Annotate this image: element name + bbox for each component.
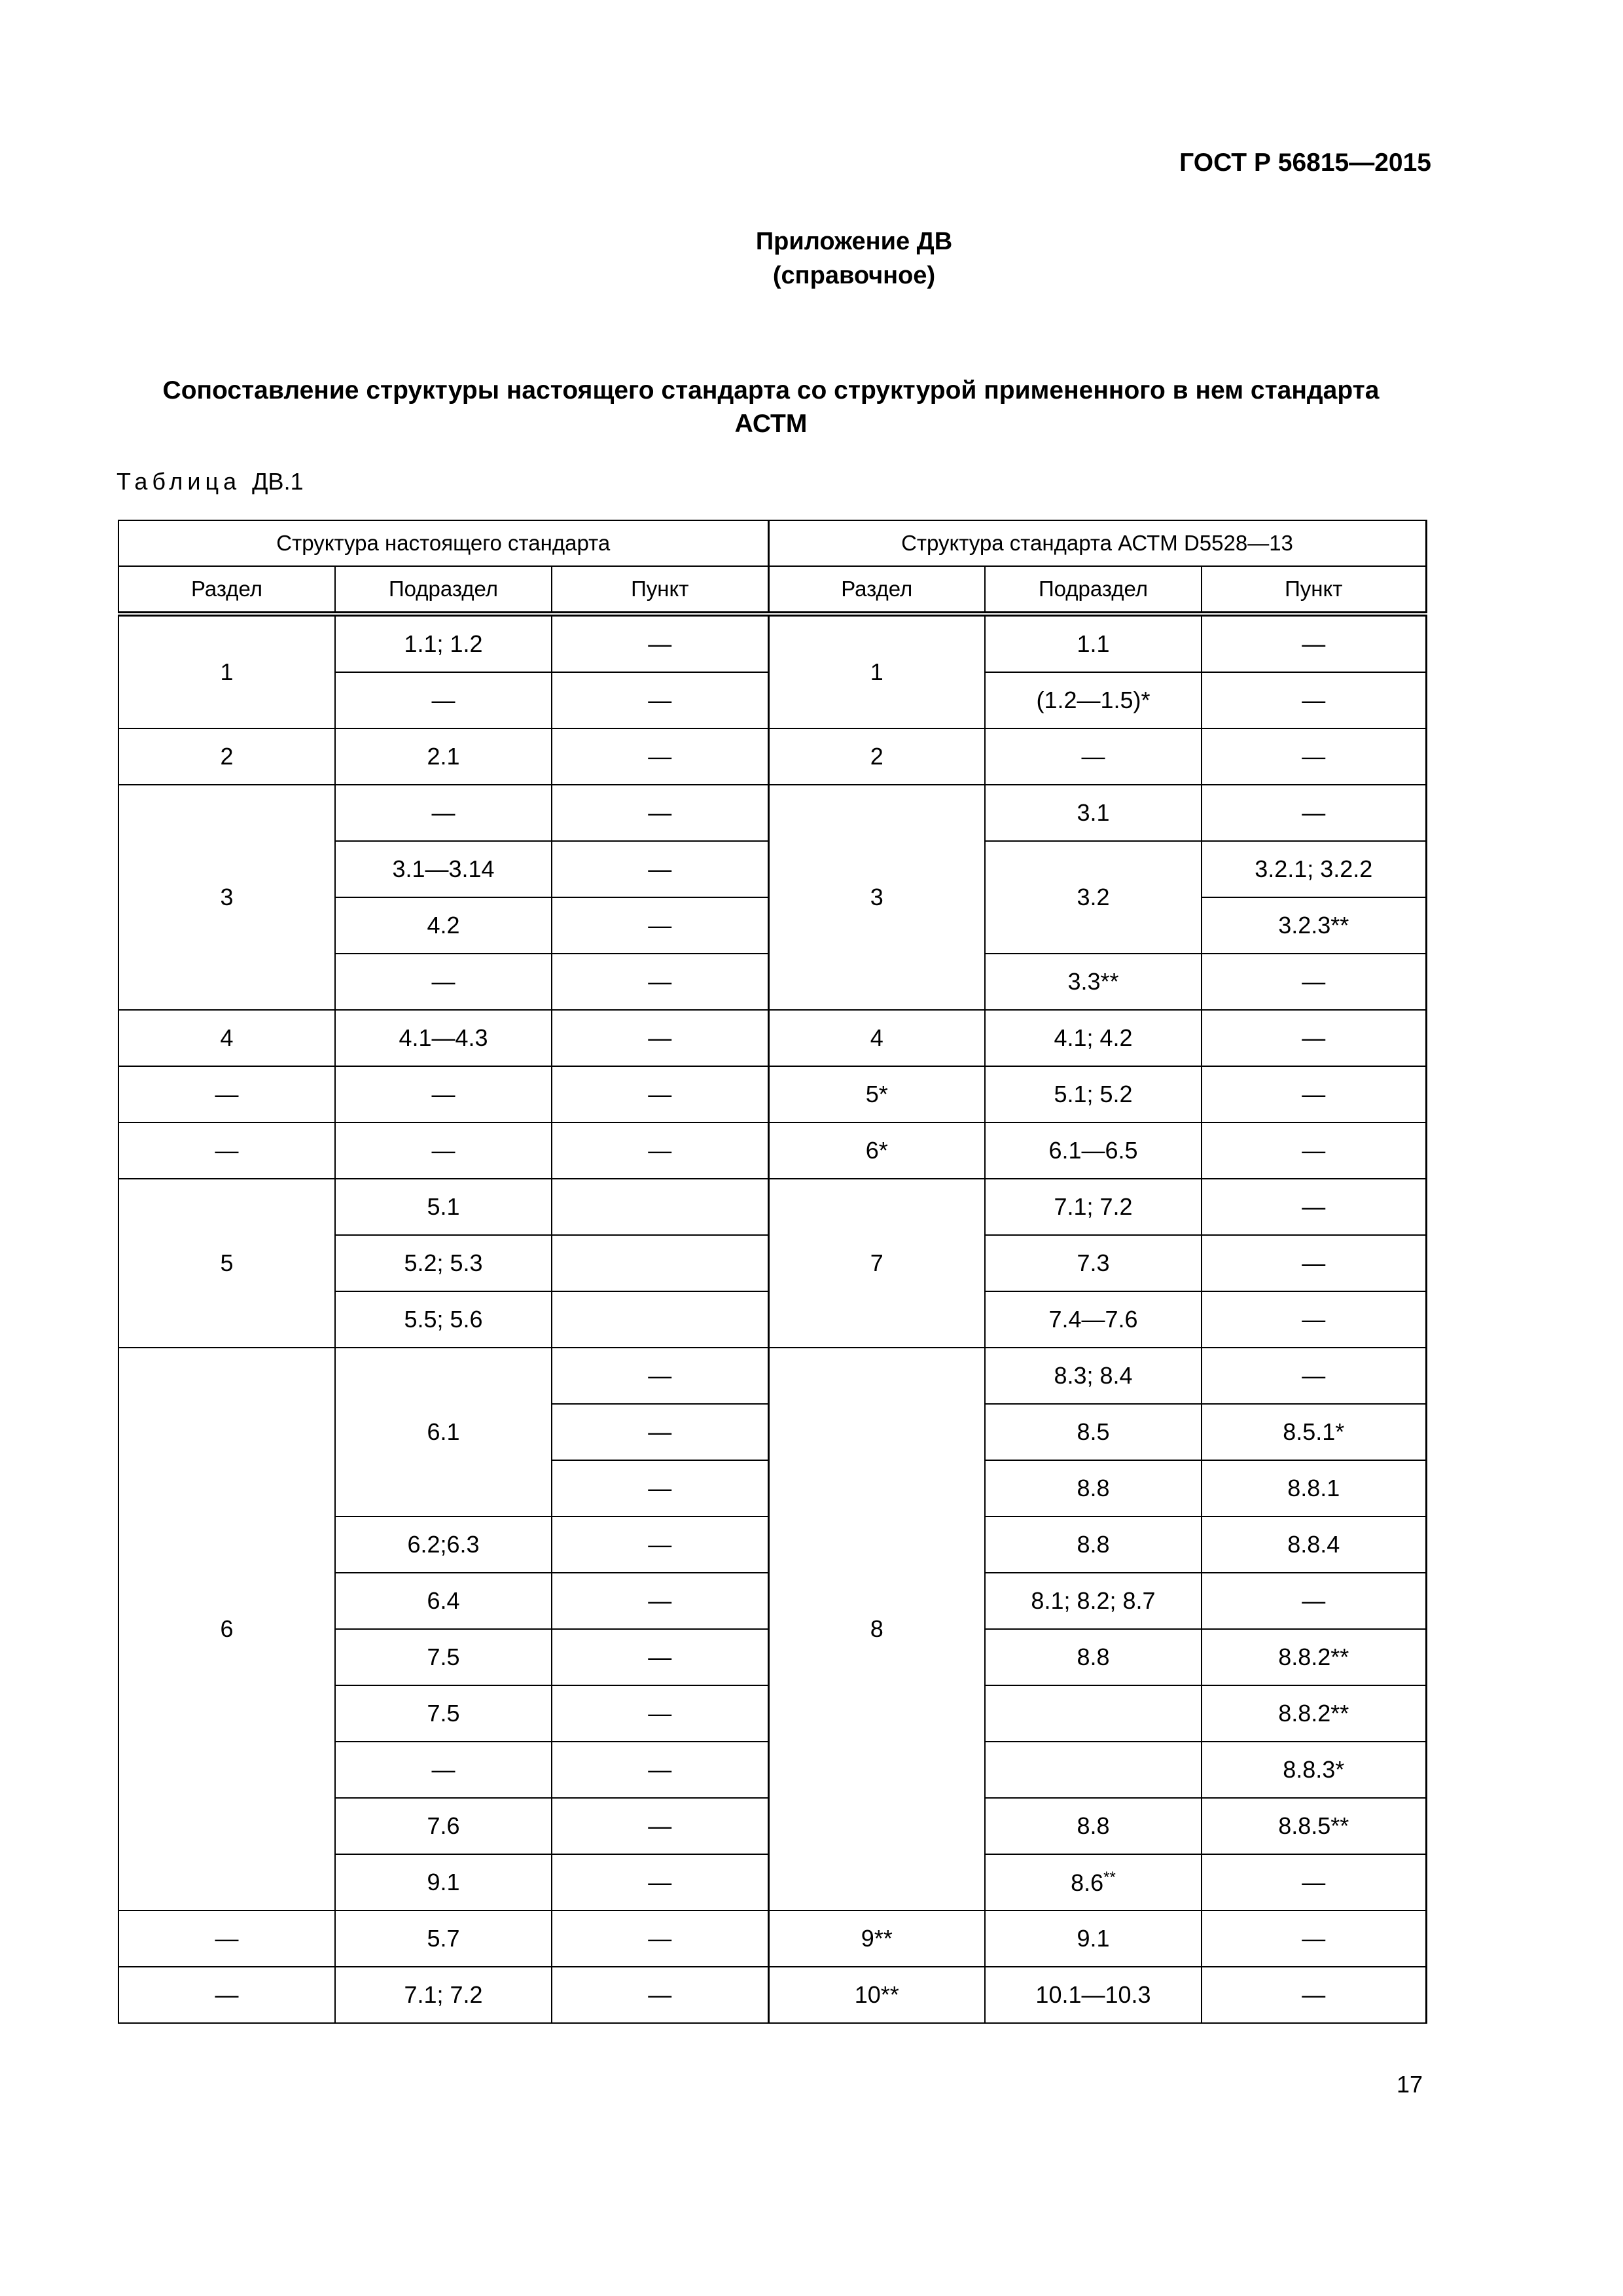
table-cell: 5.7 xyxy=(335,1910,552,1967)
table-cell: — xyxy=(1202,1291,1426,1348)
table-cell: 8.8 xyxy=(985,1629,1202,1685)
table-cell: — xyxy=(118,1066,335,1122)
table-cell: 2.1 xyxy=(335,728,552,785)
table-cell: 7.1; 7.2 xyxy=(985,1179,1202,1235)
table-cell: 10.1—10.3 xyxy=(985,1967,1202,2023)
table-cell: — xyxy=(552,1516,768,1573)
table-row xyxy=(118,1066,1426,1122)
table-row xyxy=(118,728,1426,785)
table-cell: 1 xyxy=(118,614,335,728)
table-cell xyxy=(985,1742,1202,1798)
table-cell: 9.1 xyxy=(335,1854,552,1910)
table-cell: 7.5 xyxy=(335,1629,552,1685)
table-cell: — xyxy=(552,1122,768,1179)
table-cell: 8 xyxy=(768,1348,985,1910)
table-cell: 8.3; 8.4 xyxy=(985,1348,1202,1404)
table-cell: — xyxy=(552,1460,768,1516)
table-cell: 7.3 xyxy=(985,1235,1202,1291)
table-cell: — xyxy=(552,897,768,954)
column-header: Пункт xyxy=(1202,566,1426,614)
table-cell: 6.1 xyxy=(335,1348,552,1516)
table-cell: — xyxy=(335,1066,552,1122)
table-cell: — xyxy=(118,1910,335,1967)
table-cell: 8.8.4 xyxy=(1202,1516,1426,1573)
table-cell: — xyxy=(552,1910,768,1967)
table-row xyxy=(118,614,1426,672)
table-cell: — xyxy=(118,1967,335,2023)
table-cell: — xyxy=(552,1854,768,1910)
table-cell: 1.1 xyxy=(985,614,1202,672)
table-cell: 6.2;6.3 xyxy=(335,1516,552,1573)
table-row xyxy=(118,1910,1426,1967)
table-label-word: Таблица xyxy=(116,468,241,495)
footnote-marker: ** xyxy=(1103,1868,1116,1886)
table-cell: 6.4 xyxy=(335,1573,552,1629)
table-cell: — xyxy=(552,1010,768,1066)
table-cell: — xyxy=(335,954,552,1010)
table-cell: — xyxy=(552,954,768,1010)
table-cell: — xyxy=(552,1348,768,1404)
table-cell: 3.2 xyxy=(985,841,1202,954)
table-cell: — xyxy=(1202,785,1426,841)
table-cell: — xyxy=(552,1685,768,1742)
table-cell: 8.8.1 xyxy=(1202,1460,1426,1516)
table-column-header-row xyxy=(118,566,1426,614)
table-cell: — xyxy=(552,1066,768,1122)
table-row xyxy=(118,1348,1426,1404)
table-cell: 5.1; 5.2 xyxy=(985,1066,1202,1122)
table-cell: 3 xyxy=(768,785,985,1010)
table-cell: — xyxy=(1202,1179,1426,1235)
table-cell: 3.3** xyxy=(985,954,1202,1010)
table-cell xyxy=(552,1291,768,1348)
column-header: Пункт xyxy=(552,566,768,614)
page-title xyxy=(118,374,1424,440)
table-cell: 4.1; 4.2 xyxy=(985,1010,1202,1066)
table-cell: 8.8.2** xyxy=(1202,1685,1426,1742)
page-title-line-2: АСТМ xyxy=(734,410,808,438)
table-row xyxy=(118,1967,1426,2023)
table-cell: 8.5 xyxy=(985,1404,1202,1460)
table-cell: — xyxy=(1202,1910,1426,1967)
table-cell: 8.8.3* xyxy=(1202,1742,1426,1798)
appendix-subtitle: (справочное) xyxy=(772,262,936,289)
table-cell: (1.2—1.5)* xyxy=(985,672,1202,728)
table-cell: 1.1; 1.2 xyxy=(335,614,552,672)
table-cell: 10** xyxy=(768,1967,985,2023)
table-cell: 8.8 xyxy=(985,1798,1202,1854)
table-cell: 6* xyxy=(768,1122,985,1179)
table-cell: — xyxy=(552,1573,768,1629)
table-row xyxy=(118,1179,1426,1235)
table-cell: 5* xyxy=(768,1066,985,1122)
table-cell: 6.1—6.5 xyxy=(985,1122,1202,1179)
table-cell: — xyxy=(552,841,768,897)
table-cell: 4 xyxy=(118,1010,335,1066)
table-cell: — xyxy=(1202,614,1426,672)
table-cell: — xyxy=(1202,1066,1426,1122)
table-cell: — xyxy=(1202,672,1426,728)
table-cell: 1 xyxy=(768,614,985,728)
table-label-number: ДВ.1 xyxy=(252,468,304,495)
table-cell: — xyxy=(552,1798,768,1854)
table-cell: 8.8 xyxy=(985,1516,1202,1573)
table-cell xyxy=(985,1685,1202,1742)
table-cell xyxy=(552,1235,768,1291)
page-title-line-1: Сопоставление структуры настоящего стандарта со структурой примененного в нем стандарта xyxy=(162,376,1380,404)
table-cell: 3.1 xyxy=(985,785,1202,841)
appendix-heading xyxy=(0,224,1623,293)
table-cell: — xyxy=(335,1122,552,1179)
table-cell: — xyxy=(552,1967,768,2023)
table-cell: 5.2; 5.3 xyxy=(335,1235,552,1291)
table-cell: — xyxy=(1202,1573,1426,1629)
table-cell: — xyxy=(1202,1348,1426,1404)
table-cell: — xyxy=(335,672,552,728)
table-row xyxy=(118,785,1426,841)
table-cell: — xyxy=(1202,954,1426,1010)
table-cell: — xyxy=(118,1122,335,1179)
table-cell xyxy=(985,1854,1202,1910)
table-cell: 7.5 xyxy=(335,1685,552,1742)
table-cell: 9** xyxy=(768,1910,985,1967)
table-cell: 7.4—7.6 xyxy=(985,1291,1202,1348)
table-cell: — xyxy=(552,728,768,785)
table-cell xyxy=(552,1179,768,1235)
table-cell: — xyxy=(1202,1122,1426,1179)
table-row xyxy=(118,1122,1426,1179)
table-cell: 5.1 xyxy=(335,1179,552,1235)
table-cell: — xyxy=(552,785,768,841)
table-cell: 7 xyxy=(768,1179,985,1348)
table-cell: — xyxy=(335,1742,552,1798)
column-header: Раздел xyxy=(118,566,335,614)
table-group-header-row xyxy=(118,520,1426,566)
column-header: Раздел xyxy=(768,566,985,614)
table-row xyxy=(118,1010,1426,1066)
column-header: Подраздел xyxy=(985,566,1202,614)
table-cell: — xyxy=(1202,1235,1426,1291)
table-cell: 7.1; 7.2 xyxy=(335,1967,552,2023)
table-cell: — xyxy=(552,672,768,728)
column-header: Подраздел xyxy=(335,566,552,614)
table-cell: 4.1—4.3 xyxy=(335,1010,552,1066)
appendix-title: Приложение ДВ xyxy=(755,228,953,255)
table-cell: — xyxy=(1202,1967,1426,2023)
group-header-astm-standard: Структура стандарта АСТМ D5528—13 xyxy=(768,520,1426,566)
table-cell: — xyxy=(335,785,552,841)
table-cell: 2 xyxy=(118,728,335,785)
page-number: 17 xyxy=(1396,2071,1423,2098)
table-cell: 5 xyxy=(118,1179,335,1348)
table-cell: 8.5.1* xyxy=(1202,1404,1426,1460)
table-cell: — xyxy=(1202,728,1426,785)
group-header-current-standard: Структура настоящего стандарта xyxy=(118,520,768,566)
table-cell: — xyxy=(552,1629,768,1685)
table-cell: 9.1 xyxy=(985,1910,1202,1967)
table-cell: 3.2.3** xyxy=(1202,897,1426,954)
table-cell: 3.1—3.14 xyxy=(335,841,552,897)
structure-comparison-table xyxy=(118,520,1427,2024)
table-label xyxy=(116,468,304,495)
table-cell: 8.1; 8.2; 8.7 xyxy=(985,1573,1202,1629)
document-code: ГОСТ Р 56815—2015 xyxy=(1179,149,1431,177)
table-cell: — xyxy=(552,614,768,672)
table-cell: 3.2.1; 3.2.2 xyxy=(1202,841,1426,897)
table-cell: — xyxy=(985,728,1202,785)
table-cell: 4 xyxy=(768,1010,985,1066)
table-cell: — xyxy=(1202,1854,1426,1910)
cell-text: 8.6 xyxy=(1071,1869,1104,1896)
table-cell: 8.8.2** xyxy=(1202,1629,1426,1685)
table-cell: 5.5; 5.6 xyxy=(335,1291,552,1348)
table-cell: 8.8.5** xyxy=(1202,1798,1426,1854)
table-cell: — xyxy=(552,1742,768,1798)
table-cell: 6 xyxy=(118,1348,335,1910)
table-cell: 7.6 xyxy=(335,1798,552,1854)
table-cell: 4.2 xyxy=(335,897,552,954)
table-cell: 8.8 xyxy=(985,1460,1202,1516)
table-cell: 2 xyxy=(768,728,985,785)
table-cell: 3 xyxy=(118,785,335,1010)
table-cell: — xyxy=(1202,1010,1426,1066)
table-cell: — xyxy=(552,1404,768,1460)
